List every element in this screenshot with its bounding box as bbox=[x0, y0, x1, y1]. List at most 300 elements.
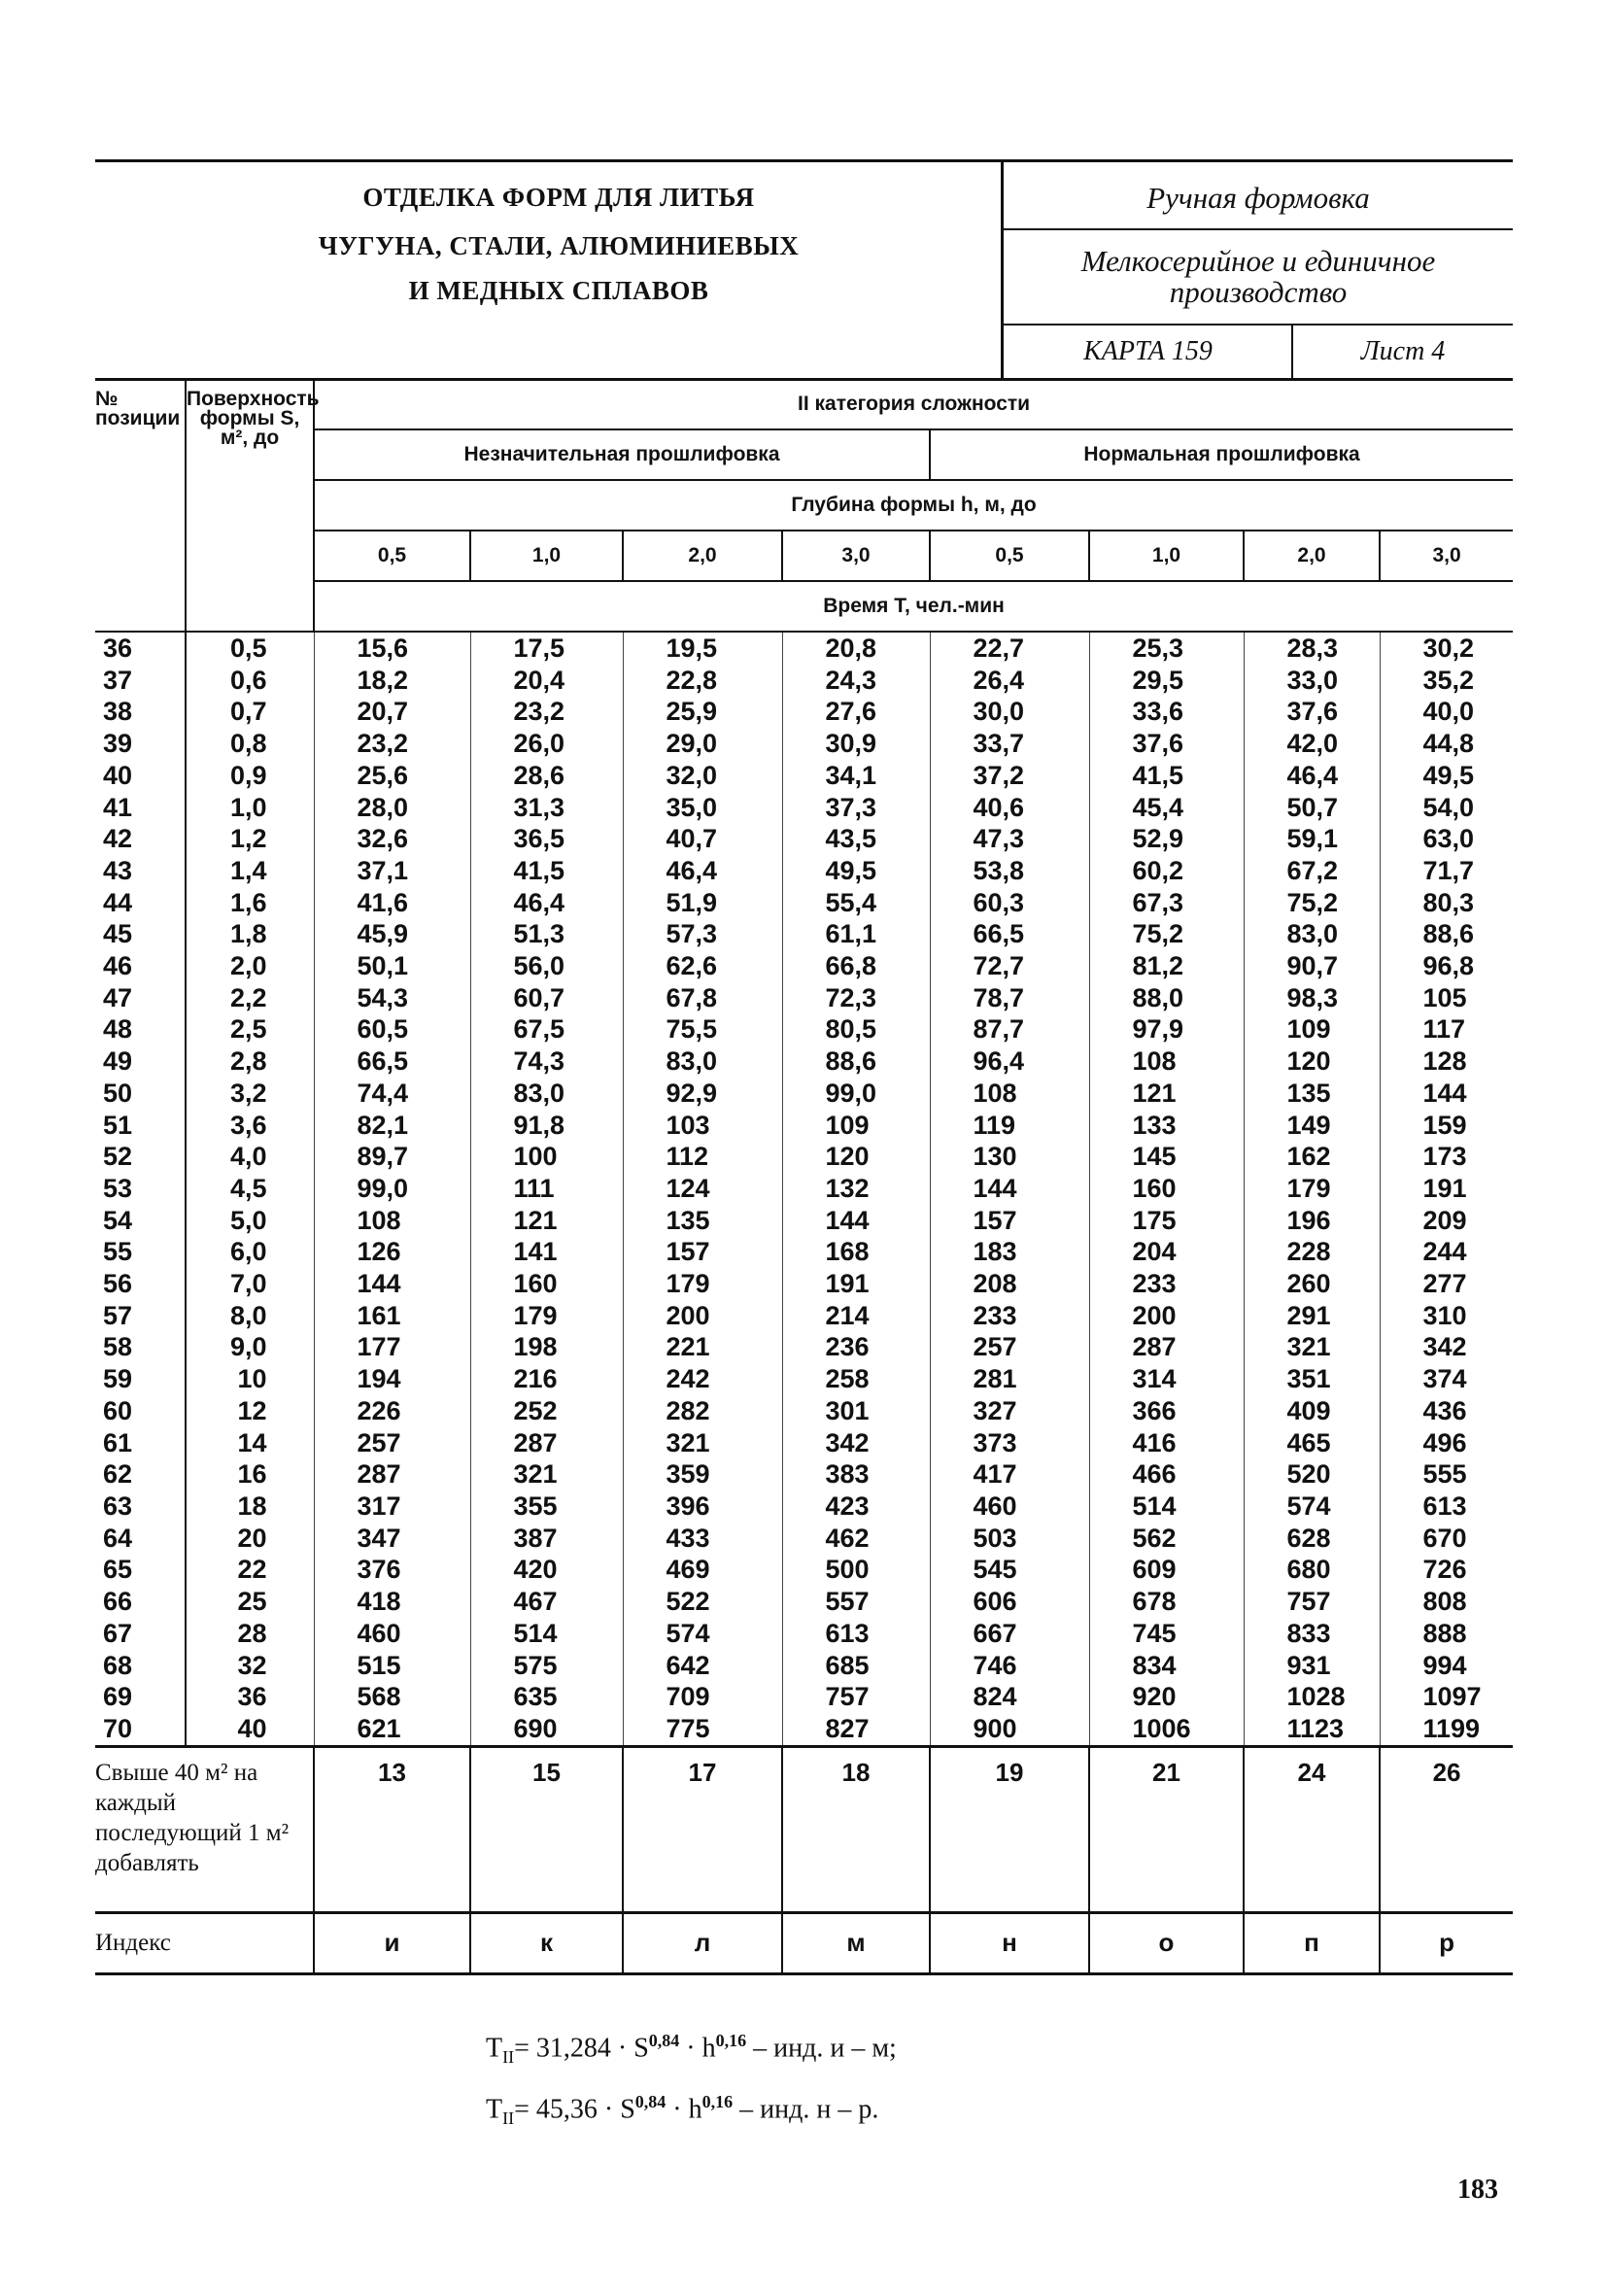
surface-cell: 20 bbox=[186, 1523, 314, 1555]
position-cell: 52 bbox=[103, 1142, 133, 1172]
depth-value: 3,0 bbox=[1380, 531, 1513, 581]
time-cell: 327 bbox=[930, 1395, 1089, 1427]
table-row bbox=[95, 1554, 1513, 1586]
time-cell: 37,3 bbox=[782, 792, 930, 824]
group-header-normal-grinding: Нормальная прошлифовка bbox=[930, 429, 1513, 480]
time-cell: 121 bbox=[1089, 1078, 1244, 1110]
time-cell: 24,3 bbox=[782, 665, 930, 697]
table-row bbox=[95, 1013, 1513, 1045]
time-cell: 40,0 bbox=[1380, 696, 1513, 728]
time-cell: 72,3 bbox=[782, 982, 930, 1014]
time-cell: 33,0 bbox=[1244, 665, 1380, 697]
time-cell: 257 bbox=[930, 1331, 1089, 1363]
time-cell: 757 bbox=[782, 1681, 930, 1713]
table-row bbox=[95, 1173, 1513, 1205]
category-header: II категория сложности bbox=[314, 380, 1513, 429]
table-row bbox=[95, 1205, 1513, 1237]
surface-cell: 28 bbox=[186, 1618, 314, 1650]
depth-value: 1,0 bbox=[1089, 531, 1244, 581]
time-cell: 670 bbox=[1380, 1523, 1513, 1555]
time-cell: 49,5 bbox=[782, 855, 930, 887]
time-cell: 175 bbox=[1089, 1205, 1244, 1237]
time-cell: 25,9 bbox=[623, 696, 782, 728]
table-row bbox=[95, 632, 1513, 665]
time-cell: 54,0 bbox=[1380, 792, 1513, 824]
time-cell: 41,6 bbox=[314, 887, 470, 919]
time-cell: 89,7 bbox=[314, 1141, 470, 1173]
time-cell: 15,6 bbox=[314, 632, 470, 665]
time-cell: 88,0 bbox=[1089, 982, 1244, 1014]
extra-value: 13 bbox=[314, 1746, 470, 1912]
time-cell: 117 bbox=[1380, 1013, 1513, 1045]
position-cell: 42 bbox=[103, 824, 133, 854]
table-row bbox=[95, 887, 1513, 919]
position-cell: 43 bbox=[103, 855, 133, 885]
time-cell: 522 bbox=[623, 1586, 782, 1618]
time-cell: 162 bbox=[1244, 1141, 1380, 1173]
time-cell: 1097 bbox=[1380, 1681, 1513, 1713]
index-value: р bbox=[1380, 1912, 1513, 1973]
time-cell: 96,8 bbox=[1380, 950, 1513, 982]
position-cell: 54 bbox=[103, 1205, 133, 1235]
time-cell: 32,6 bbox=[314, 823, 470, 855]
surface-cell: 4,0 bbox=[186, 1141, 314, 1173]
time-cell: 51,3 bbox=[470, 918, 623, 950]
time-cell: 678 bbox=[1089, 1586, 1244, 1618]
time-cell: 128 bbox=[1380, 1045, 1513, 1078]
table-row bbox=[95, 1681, 1513, 1713]
time-cell: 208 bbox=[930, 1268, 1089, 1300]
time-cell: 56,0 bbox=[470, 950, 623, 982]
time-cell: 67,2 bbox=[1244, 855, 1380, 887]
card-number: КАРТА 159 bbox=[1083, 336, 1213, 366]
time-cell: 204 bbox=[1089, 1236, 1244, 1268]
time-cell: 514 bbox=[1089, 1491, 1244, 1523]
time-cell: 198 bbox=[470, 1331, 623, 1363]
time-cell: 98,3 bbox=[1244, 982, 1380, 1014]
time-cell: 132 bbox=[782, 1173, 930, 1205]
time-cell: 20,4 bbox=[470, 665, 623, 697]
table-row bbox=[95, 1395, 1513, 1427]
time-cell: 173 bbox=[1380, 1141, 1513, 1173]
surface-cell: 2,5 bbox=[186, 1013, 314, 1045]
formula-coef: = 31,284 · S bbox=[514, 2033, 649, 2064]
time-cell: 81,2 bbox=[1089, 950, 1244, 982]
time-cell: 301 bbox=[782, 1395, 930, 1427]
table-row bbox=[95, 1458, 1513, 1491]
time-cell: 314 bbox=[1089, 1363, 1244, 1395]
time-cell: 194 bbox=[314, 1363, 470, 1395]
depth-value: 2,0 bbox=[1244, 531, 1380, 581]
table-row bbox=[95, 1331, 1513, 1363]
extra-value: 26 bbox=[1380, 1746, 1513, 1912]
time-cell: 347 bbox=[314, 1523, 470, 1555]
time-cell: 200 bbox=[623, 1300, 782, 1332]
position-cell: 60 bbox=[103, 1395, 133, 1425]
surface-cell: 0,6 bbox=[186, 665, 314, 697]
time-cell: 96,4 bbox=[930, 1045, 1089, 1078]
time-cell: 33,6 bbox=[1089, 696, 1244, 728]
table-row bbox=[95, 950, 1513, 982]
time-cell: 621 bbox=[314, 1713, 470, 1746]
time-cell: 61,1 bbox=[782, 918, 930, 950]
formula-exp-s: 0,84 bbox=[634, 2092, 667, 2111]
time-cell: 124 bbox=[623, 1173, 782, 1205]
position-cell: 51 bbox=[103, 1110, 133, 1140]
table-row bbox=[95, 1078, 1513, 1110]
time-cell: 23,2 bbox=[470, 696, 623, 728]
position-cell: 39 bbox=[103, 729, 133, 759]
time-cell: 46,4 bbox=[1244, 760, 1380, 792]
time-cell: 42,0 bbox=[1244, 728, 1380, 760]
position-cell: 44 bbox=[103, 887, 133, 917]
depth-value: 3,0 bbox=[782, 531, 930, 581]
time-cell: 55,4 bbox=[782, 887, 930, 919]
time-cell: 575 bbox=[470, 1650, 623, 1682]
time-cell: 282 bbox=[623, 1395, 782, 1427]
time-cell: 515 bbox=[314, 1650, 470, 1682]
surface-cell: 8,0 bbox=[186, 1300, 314, 1332]
time-cell: 157 bbox=[623, 1236, 782, 1268]
position-cell: 55 bbox=[103, 1237, 133, 1267]
table-row bbox=[95, 760, 1513, 792]
time-cell: 30,2 bbox=[1380, 632, 1513, 665]
time-cell: 177 bbox=[314, 1331, 470, 1363]
time-cell: 418 bbox=[314, 1586, 470, 1618]
time-cell: 66,5 bbox=[930, 918, 1089, 950]
time-cell: 888 bbox=[1380, 1618, 1513, 1650]
time-cell: 221 bbox=[623, 1331, 782, 1363]
time-cell: 833 bbox=[1244, 1618, 1380, 1650]
time-cell: 26,0 bbox=[470, 728, 623, 760]
time-cell: 628 bbox=[1244, 1523, 1380, 1555]
surface-cell: 32 bbox=[186, 1650, 314, 1682]
position-cell: 45 bbox=[103, 919, 133, 949]
depth-value: 1,0 bbox=[470, 531, 623, 581]
table-row bbox=[95, 665, 1513, 697]
time-cell: 291 bbox=[1244, 1300, 1380, 1332]
surface-cell: 0,9 bbox=[186, 760, 314, 792]
formula-exp-h: 0,16 bbox=[701, 2092, 734, 2111]
time-cell: 233 bbox=[930, 1300, 1089, 1332]
surface-cell: 6,0 bbox=[186, 1236, 314, 1268]
surface-cell: 7,0 bbox=[186, 1268, 314, 1300]
position-cell: 66 bbox=[103, 1587, 133, 1617]
time-cell: 376 bbox=[314, 1554, 470, 1586]
index-value: о bbox=[1089, 1912, 1244, 1973]
surface-cell: 3,2 bbox=[186, 1078, 314, 1110]
time-cell: 209 bbox=[1380, 1205, 1513, 1237]
time-cell: 74,4 bbox=[314, 1078, 470, 1110]
time-cell: 149 bbox=[1244, 1110, 1380, 1142]
time-cell: 28,0 bbox=[314, 792, 470, 824]
time-cell: 120 bbox=[782, 1141, 930, 1173]
time-cell: 46,4 bbox=[623, 855, 782, 887]
time-cell: 25,6 bbox=[314, 760, 470, 792]
position-cell: 56 bbox=[103, 1269, 133, 1299]
time-cell: 54,3 bbox=[314, 982, 470, 1014]
position-cell: 36 bbox=[103, 634, 133, 663]
position-cell: 61 bbox=[103, 1427, 133, 1457]
time-cell: 91,8 bbox=[470, 1110, 623, 1142]
time-cell: 43,5 bbox=[782, 823, 930, 855]
time-cell: 824 bbox=[930, 1681, 1089, 1713]
formula-h: · h bbox=[679, 2033, 716, 2064]
time-cell: 47,3 bbox=[930, 823, 1089, 855]
time-cell: 78,7 bbox=[930, 982, 1089, 1014]
time-cell: 28,6 bbox=[470, 760, 623, 792]
time-cell: 87,7 bbox=[930, 1013, 1089, 1045]
time-cell: 40,6 bbox=[930, 792, 1089, 824]
time-cell: 103 bbox=[623, 1110, 782, 1142]
time-cell: 18,2 bbox=[314, 665, 470, 697]
time-cell: 260 bbox=[1244, 1268, 1380, 1300]
time-cell: 108 bbox=[314, 1205, 470, 1237]
time-cell: 466 bbox=[1089, 1458, 1244, 1491]
time-cell: 827 bbox=[782, 1713, 930, 1746]
time-cell: 34,1 bbox=[782, 760, 930, 792]
extra-value: 15 bbox=[470, 1746, 623, 1912]
time-cell: 726 bbox=[1380, 1554, 1513, 1586]
table-row bbox=[95, 1427, 1513, 1459]
time-cell: 37,6 bbox=[1089, 728, 1244, 760]
time-cell: 109 bbox=[1244, 1013, 1380, 1045]
time-cell: 503 bbox=[930, 1523, 1089, 1555]
depth-header: Глубина формы h, м, до bbox=[314, 480, 1513, 531]
time-cell: 126 bbox=[314, 1236, 470, 1268]
group-header-minor-grinding: Незначительная прошлифовка bbox=[314, 429, 930, 480]
time-cell: 183 bbox=[930, 1236, 1089, 1268]
surface-cell: 2,8 bbox=[186, 1045, 314, 1078]
time-cell: 685 bbox=[782, 1650, 930, 1682]
time-cell: 66,8 bbox=[782, 950, 930, 982]
surface-cell: 40 bbox=[186, 1713, 314, 1746]
time-cell: 57,3 bbox=[623, 918, 782, 950]
formula-coef: = 45,36 · S bbox=[514, 2094, 635, 2125]
time-cell: 121 bbox=[470, 1205, 623, 1237]
time-cell: 46,4 bbox=[470, 887, 623, 919]
time-cell: 277 bbox=[1380, 1268, 1513, 1300]
time-cell: 40,7 bbox=[623, 823, 782, 855]
time-cell: 808 bbox=[1380, 1586, 1513, 1618]
time-cell: 568 bbox=[314, 1681, 470, 1713]
time-cell: 49,5 bbox=[1380, 760, 1513, 792]
time-cell: 133 bbox=[1089, 1110, 1244, 1142]
position-cell: 70 bbox=[103, 1713, 133, 1743]
time-cell: 71,7 bbox=[1380, 855, 1513, 887]
doc-title-line-2: ЧУГУНА, СТАЛИ, АЛЮМИНИЕВЫХ bbox=[318, 231, 800, 260]
time-cell: 690 bbox=[470, 1713, 623, 1746]
time-cell: 59,1 bbox=[1244, 823, 1380, 855]
time-cell: 555 bbox=[1380, 1458, 1513, 1491]
time-cell: 396 bbox=[623, 1491, 782, 1523]
production-rule bbox=[1003, 324, 1513, 326]
method-label: Ручная формовка bbox=[1146, 181, 1370, 215]
position-cell: 69 bbox=[103, 1682, 133, 1712]
production-line-1: Мелкосерийное и единичное bbox=[1080, 244, 1436, 278]
position-cell: 48 bbox=[103, 1014, 133, 1045]
surface-cell: 14 bbox=[186, 1427, 314, 1459]
time-cell: 30,0 bbox=[930, 696, 1089, 728]
index-value: м bbox=[782, 1912, 930, 1973]
time-cell: 420 bbox=[470, 1554, 623, 1586]
time-cell: 460 bbox=[314, 1618, 470, 1650]
surface-cell: 36 bbox=[186, 1681, 314, 1713]
formula-1 bbox=[486, 2031, 897, 2068]
time-cell: 66,5 bbox=[314, 1045, 470, 1078]
time-cell: 606 bbox=[930, 1586, 1089, 1618]
time-cell: 144 bbox=[782, 1205, 930, 1237]
depth-value: 0,5 bbox=[930, 531, 1089, 581]
index-value: п bbox=[1244, 1912, 1380, 1973]
time-cell: 72,7 bbox=[930, 950, 1089, 982]
time-cell: 108 bbox=[930, 1078, 1089, 1110]
time-cell: 37,2 bbox=[930, 760, 1089, 792]
time-cell: 931 bbox=[1244, 1650, 1380, 1682]
time-cell: 141 bbox=[470, 1236, 623, 1268]
index-value: л bbox=[623, 1912, 782, 1973]
time-cell: 321 bbox=[623, 1427, 782, 1459]
time-cell: 460 bbox=[930, 1491, 1089, 1523]
position-cell: 59 bbox=[103, 1364, 133, 1394]
time-cell: 160 bbox=[470, 1268, 623, 1300]
time-cell: 53,8 bbox=[930, 855, 1089, 887]
time-cell: 321 bbox=[470, 1458, 623, 1491]
time-cell: 67,8 bbox=[623, 982, 782, 1014]
table-row bbox=[95, 792, 1513, 824]
surface-cell: 1,4 bbox=[186, 855, 314, 887]
time-cell: 80,5 bbox=[782, 1013, 930, 1045]
time-cell: 465 bbox=[1244, 1427, 1380, 1459]
time-cell: 613 bbox=[782, 1618, 930, 1650]
position-cell: 49 bbox=[103, 1046, 133, 1077]
time-cell: 200 bbox=[1089, 1300, 1244, 1332]
time-cell: 60,2 bbox=[1089, 855, 1244, 887]
table-row bbox=[95, 1045, 1513, 1078]
time-cell: 667 bbox=[930, 1618, 1089, 1650]
position-cell: 62 bbox=[103, 1459, 133, 1490]
time-cell: 144 bbox=[1380, 1078, 1513, 1110]
time-cell: 168 bbox=[782, 1236, 930, 1268]
formula-h: · h bbox=[666, 2094, 702, 2125]
time-cell: 100 bbox=[470, 1141, 623, 1173]
time-cell: 60,3 bbox=[930, 887, 1089, 919]
table-row bbox=[95, 1141, 1513, 1173]
time-cell: 994 bbox=[1380, 1650, 1513, 1682]
table-row bbox=[95, 1110, 1513, 1142]
time-cell: 342 bbox=[782, 1427, 930, 1459]
time-cell: 310 bbox=[1380, 1300, 1513, 1332]
table-row bbox=[95, 1523, 1513, 1555]
extra-area-label: Свыше 40 м² на каждый последующий 1 м² добавлять bbox=[95, 1746, 314, 1912]
time-cell: 757 bbox=[1244, 1586, 1380, 1618]
surface-cell: 0,8 bbox=[186, 728, 314, 760]
extra-value: 24 bbox=[1244, 1746, 1380, 1912]
time-cell: 111 bbox=[470, 1173, 623, 1205]
time-cell: 409 bbox=[1244, 1395, 1380, 1427]
time-cell: 214 bbox=[782, 1300, 930, 1332]
surface-cell: 18 bbox=[186, 1491, 314, 1523]
time-cell: 120 bbox=[1244, 1045, 1380, 1078]
time-cell: 557 bbox=[782, 1586, 930, 1618]
time-cell: 383 bbox=[782, 1458, 930, 1491]
time-cell: 179 bbox=[1244, 1173, 1380, 1205]
table-row bbox=[95, 823, 1513, 855]
time-cell: 287 bbox=[1089, 1331, 1244, 1363]
formula-exp-s: 0,84 bbox=[648, 2031, 680, 2050]
surface-cell: 3,6 bbox=[186, 1110, 314, 1142]
position-cell: 40 bbox=[103, 760, 133, 790]
time-cell: 366 bbox=[1089, 1395, 1244, 1427]
time-cell: 416 bbox=[1089, 1427, 1244, 1459]
time-cell: 105 bbox=[1380, 982, 1513, 1014]
time-cell: 351 bbox=[1244, 1363, 1380, 1395]
time-cell: 359 bbox=[623, 1458, 782, 1491]
time-cell: 19,5 bbox=[623, 632, 782, 665]
position-cell: 50 bbox=[103, 1078, 133, 1108]
time-cell: 80,3 bbox=[1380, 887, 1513, 919]
time-cell: 83,0 bbox=[623, 1045, 782, 1078]
time-cell: 74,3 bbox=[470, 1045, 623, 1078]
method-rule bbox=[1003, 228, 1513, 230]
time-cell: 709 bbox=[623, 1681, 782, 1713]
time-cell: 75,2 bbox=[1089, 918, 1244, 950]
time-cell: 252 bbox=[470, 1395, 623, 1427]
time-cell: 60,5 bbox=[314, 1013, 470, 1045]
surface-cell: 16 bbox=[186, 1458, 314, 1491]
time-cell: 562 bbox=[1089, 1523, 1244, 1555]
time-cell: 317 bbox=[314, 1491, 470, 1523]
time-header: Время Т, чел.-мин bbox=[314, 581, 1513, 632]
position-cell: 46 bbox=[103, 951, 133, 981]
time-cell: 99,0 bbox=[782, 1078, 930, 1110]
time-cell: 26,4 bbox=[930, 665, 1089, 697]
time-cell: 45,9 bbox=[314, 918, 470, 950]
table-row bbox=[95, 982, 1513, 1014]
time-cell: 27,6 bbox=[782, 696, 930, 728]
time-cell: 157 bbox=[930, 1205, 1089, 1237]
production-line-2: производство bbox=[1169, 275, 1348, 309]
time-cell: 900 bbox=[930, 1713, 1089, 1746]
time-cell: 92,9 bbox=[623, 1078, 782, 1110]
position-cell: 38 bbox=[103, 697, 133, 727]
time-cell: 373 bbox=[930, 1427, 1089, 1459]
time-cell: 82,1 bbox=[314, 1110, 470, 1142]
time-cell: 67,3 bbox=[1089, 887, 1244, 919]
time-cell: 433 bbox=[623, 1523, 782, 1555]
time-cell: 520 bbox=[1244, 1458, 1380, 1491]
surface-cell: 5,0 bbox=[186, 1205, 314, 1237]
time-cell: 1028 bbox=[1244, 1681, 1380, 1713]
time-cell: 36,5 bbox=[470, 823, 623, 855]
time-cell: 321 bbox=[1244, 1331, 1380, 1363]
time-cell: 60,7 bbox=[470, 982, 623, 1014]
time-cell: 680 bbox=[1244, 1554, 1380, 1586]
table-row bbox=[95, 1650, 1513, 1682]
table-row bbox=[95, 1491, 1513, 1523]
position-cell: 37 bbox=[103, 665, 133, 695]
time-cell: 287 bbox=[470, 1427, 623, 1459]
surface-cell: 22 bbox=[186, 1554, 314, 1586]
time-cell: 514 bbox=[470, 1618, 623, 1650]
time-cell: 108 bbox=[1089, 1045, 1244, 1078]
table-row bbox=[95, 1586, 1513, 1618]
page-number: 183 bbox=[1457, 2175, 1498, 2205]
time-cell: 160 bbox=[1089, 1173, 1244, 1205]
time-cell: 574 bbox=[1244, 1491, 1380, 1523]
surface-cell: 0,5 bbox=[186, 632, 314, 665]
extra-value: 19 bbox=[930, 1746, 1089, 1912]
